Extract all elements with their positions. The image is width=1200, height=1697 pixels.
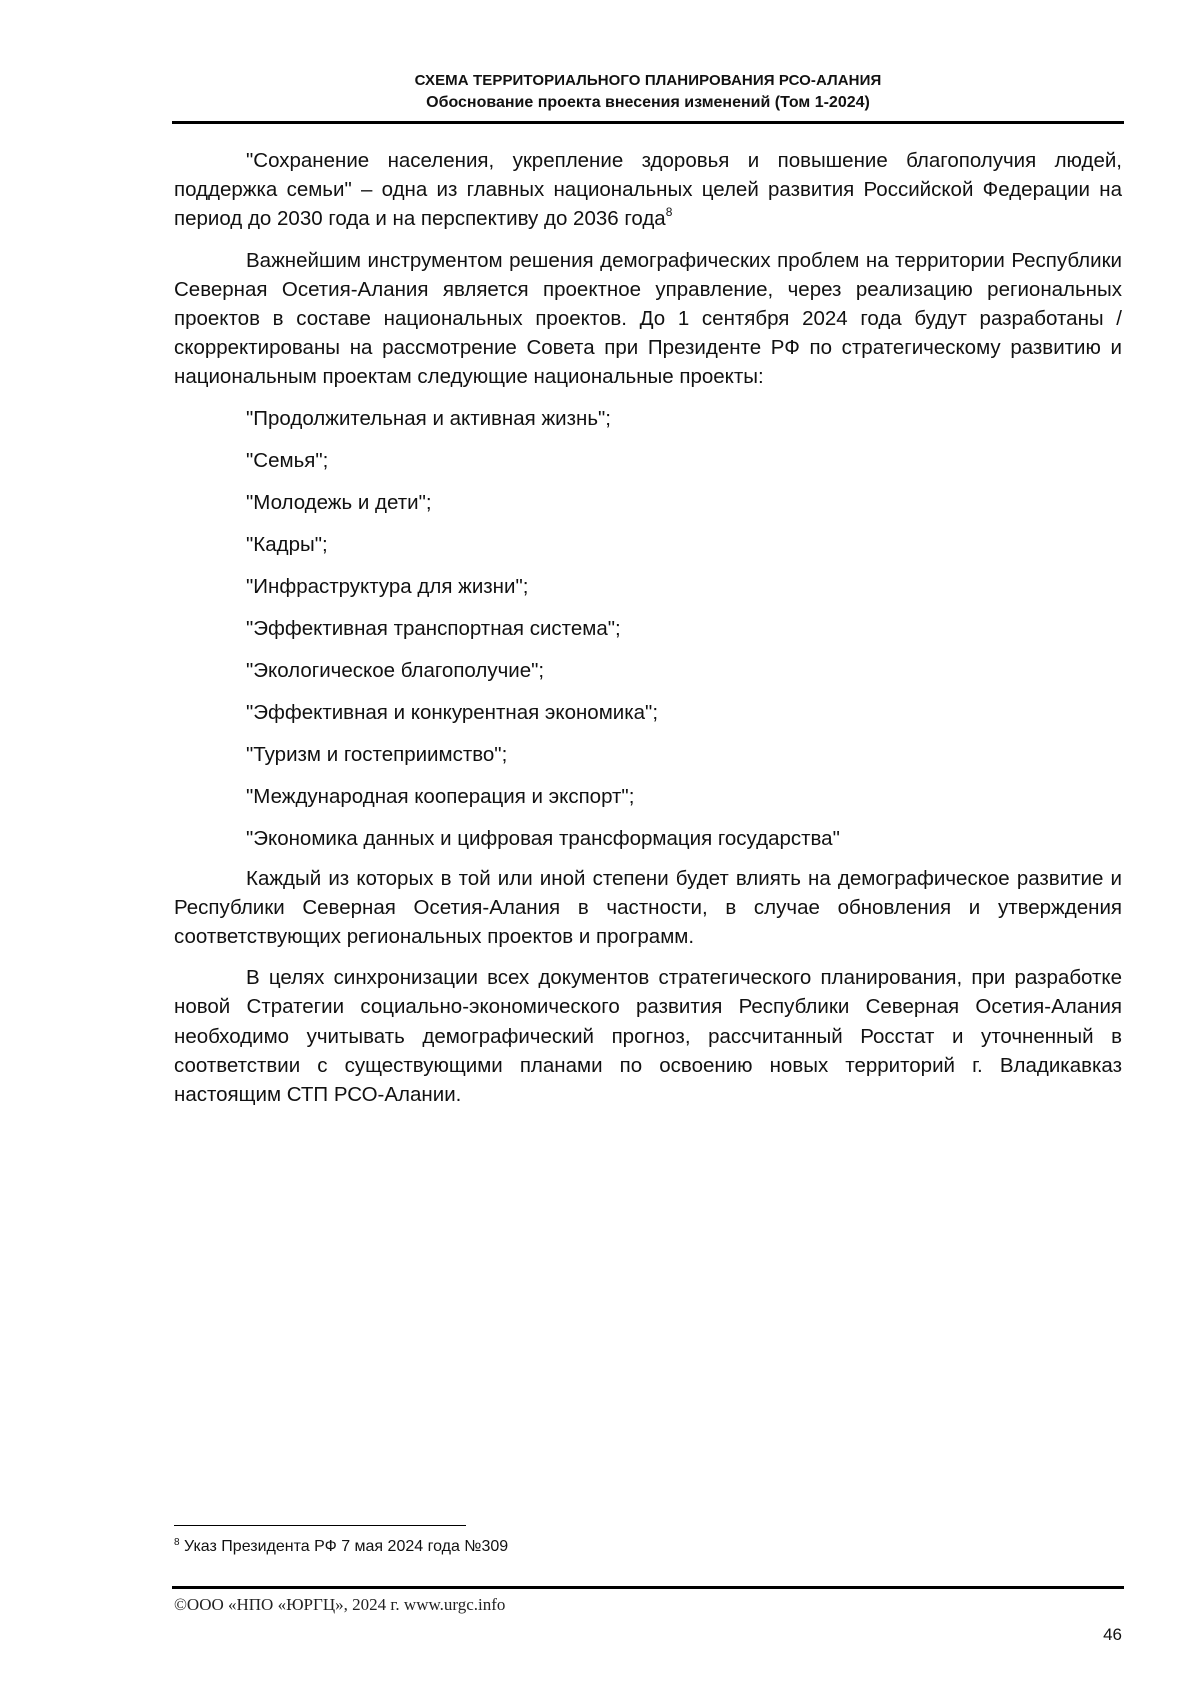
page-number: 46 [1103, 1625, 1122, 1644]
national-projects-list [174, 404, 1122, 866]
footnote-reference[interactable]: 8 [665, 205, 673, 220]
paragraph-text: "Сохранение населения, укрепление здоровья и повышение благополучия людей, поддержка семьи" – одна из главных национальных целей развития Российской Федерации на период до 2030 года и на перспективу до 2036 года [174, 149, 1122, 231]
list-item: "Эффективная и конкурентная экономика"; [246, 700, 659, 724]
paragraph-demographic-impact: Каждый из которых в той или иной степени будет влиять на демографическое развитие и Республики Северная Осетия-Алания в частности, в случае обновления и утверждения соответствующих региональных проектов и программ. [174, 866, 1122, 949]
list-item: "Кадры"; [246, 532, 328, 556]
page-header [172, 70, 1124, 114]
paragraph-strategy-sync: В целях синхронизации всех документов стратегического планирования, при разработке новой Стратегии социально-экономического развития Республики Северная Осетия-Алания необходимо учитывать демографический прогноз, рассчитанный Росстат и уточненный в соответствии с существующими планами по освоению новых территорий г. Владикавказ настоящим СТП РСО-Алании. [174, 966, 1122, 1107]
list-item: "Молодежь и дети"; [246, 490, 432, 514]
list-item: "Экологическое благополучие"; [246, 658, 545, 682]
footnote-divider [174, 1525, 466, 1526]
footer-divider [172, 1586, 1124, 1589]
main-content [174, 146, 1122, 1121]
header-divider [172, 121, 1124, 124]
list-item: "Инфраструктура для жизни"; [246, 574, 529, 598]
footer-copyright: ©ООО «НПО «ЮРГЦ», 2024 г. www.urgc.info [174, 1595, 506, 1614]
footnote-number: 8 [174, 1537, 180, 1548]
footnote [174, 1537, 508, 1557]
footnote-text: Указ Президента РФ 7 мая 2024 года №309 [179, 1538, 509, 1555]
list-item: "Эффективная транспортная система"; [246, 616, 621, 640]
list-item: "Международная кооперация и экспорт"; [246, 784, 635, 808]
paragraph-national-goal [174, 146, 1122, 234]
list-item: "Туризм и гостеприимство"; [246, 742, 508, 766]
list-item: "Экономика данных и цифровая трансформация государства" [246, 826, 840, 850]
list-item: "Продолжительная и активная жизнь"; [246, 406, 611, 430]
document-subtitle: Обоснование проекта внесения изменений (Том 1-2024) [426, 94, 870, 111]
paragraph-project-management: Важнейшим инструментом решения демографических проблем на территории Республики Северная Осетия-Алания является проектное управление, через реализацию региональных проектов в составе национальных проектов. До 1 сентября 2024 года будут разработаны / скорректированы на рассмотрение Совета при Президенте РФ по стратегическому развитию и национальным проектам следующие национальные проекты: [174, 248, 1122, 389]
document-title: СХЕМА ТЕРРИТОРИАЛЬНОГО ПЛАНИРОВАНИЯ РСО-АЛАНИЯ [414, 72, 882, 89]
list-item: "Семья"; [246, 448, 329, 472]
